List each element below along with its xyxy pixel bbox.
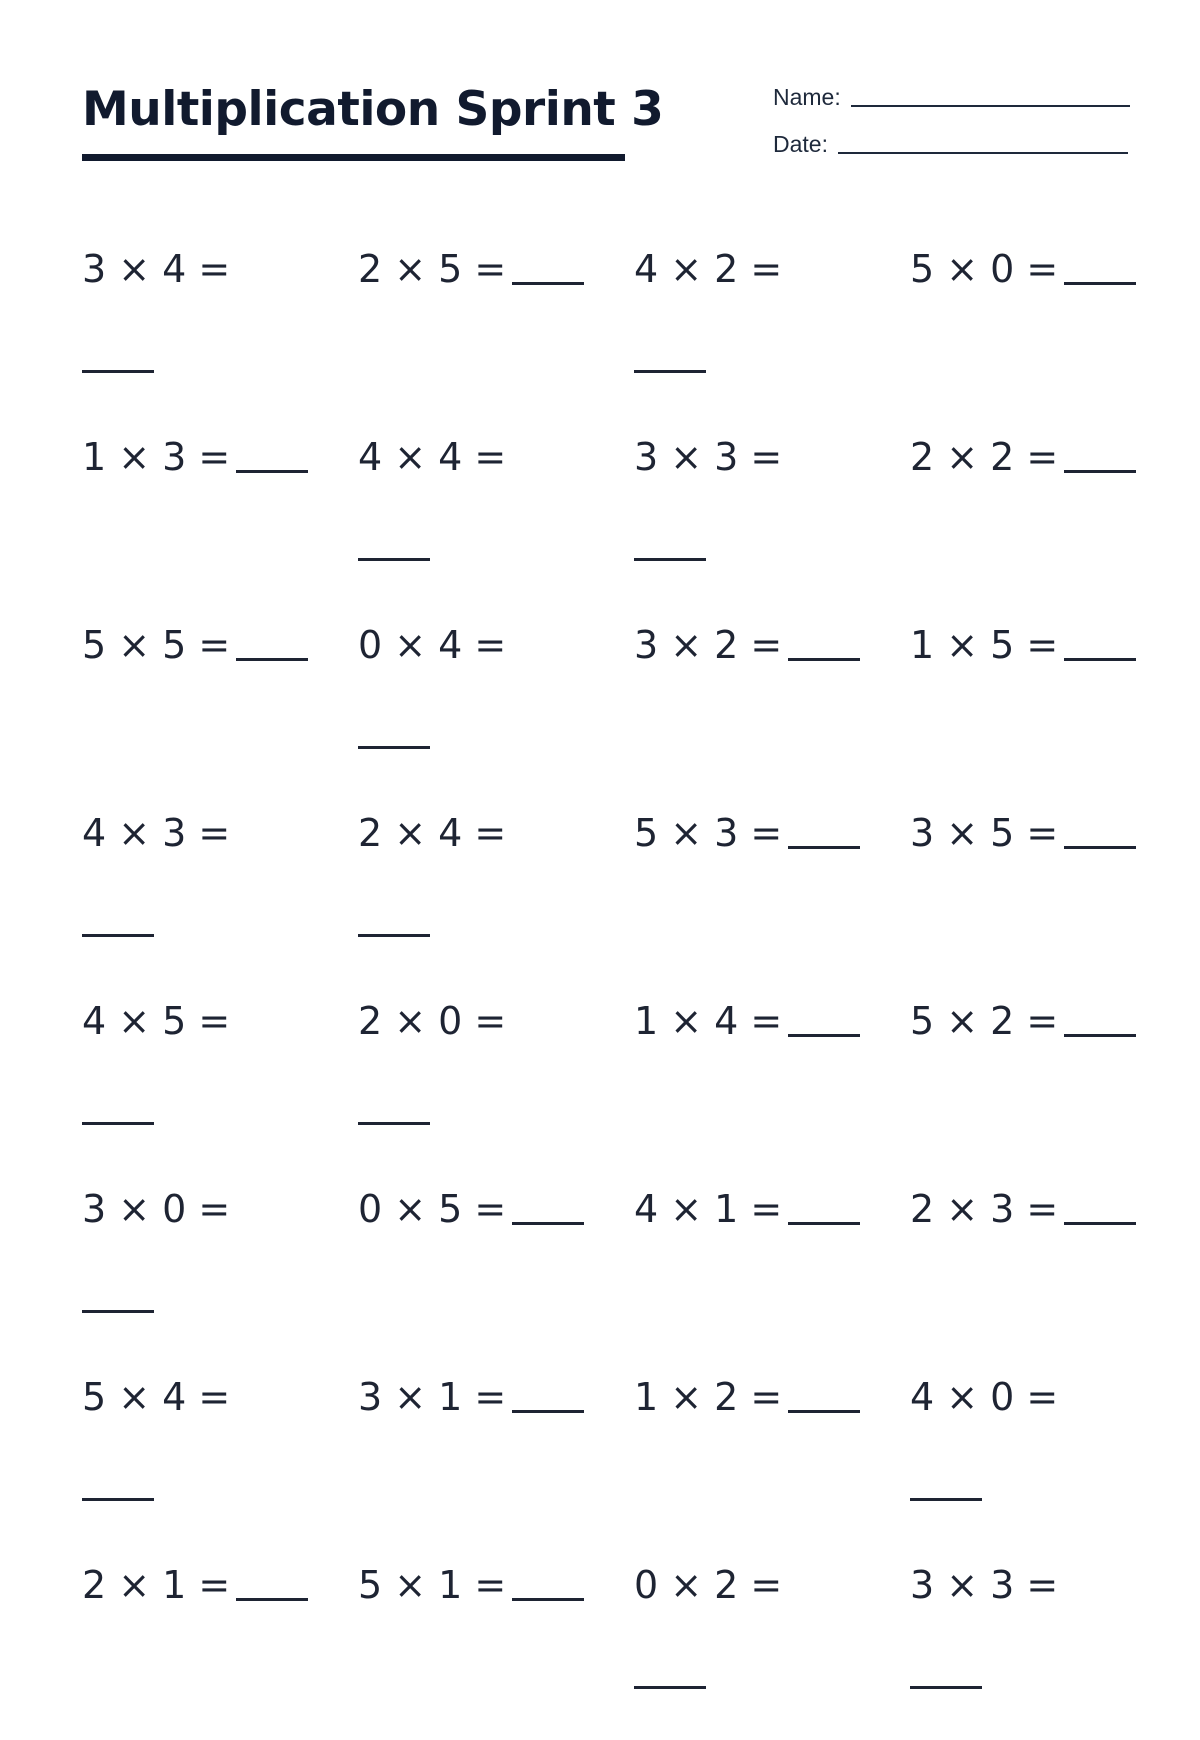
problem-item [634,988,910,1176]
problem-expression: 5 × 1 = [358,1563,507,1607]
problem-item [82,988,358,1176]
problem-item [82,800,358,988]
problem-expression: 2 × 1 = [82,1563,231,1607]
problem-expression: 1 × 4 = [634,999,783,1043]
problem-item [634,1176,910,1364]
problem-item [82,612,358,800]
problem-expression: 3 × 3 = [910,1563,1059,1607]
problem-item [358,800,634,988]
answer-blank[interactable] [1064,236,1136,285]
problem-expression: 3 × 5 = [910,811,1059,855]
problem-item [910,800,1154,988]
problem-expression: 4 × 3 = [82,811,231,855]
problem-expression: 3 × 4 = [82,247,231,291]
answer-blank[interactable] [512,1364,584,1413]
problem-expression: 2 × 2 = [910,435,1059,479]
answer-blank[interactable] [82,370,154,373]
date-label: Date: [773,131,828,157]
title-underline [82,154,625,161]
problem-expression: 4 × 0 = [910,1375,1059,1419]
answer-blank[interactable] [1064,800,1136,849]
problem-grid [82,236,1154,1740]
page-title: Multiplication Sprint 3 [82,82,664,137]
problem-item [634,1364,910,1552]
answer-blank[interactable] [788,800,860,849]
problem-expression: 4 × 4 = [358,435,507,479]
problem-expression: 2 × 0 = [358,999,507,1043]
answer-blank[interactable] [512,236,584,285]
problem-expression: 4 × 2 = [634,247,783,291]
problem-expression: 4 × 1 = [634,1187,783,1231]
problem-item [358,424,634,612]
problem-expression: 3 × 2 = [634,623,783,667]
answer-blank[interactable] [82,1122,154,1125]
problem-item [358,236,634,424]
answer-blank[interactable] [82,934,154,937]
problem-expression: 1 × 3 = [82,435,231,479]
answer-blank[interactable] [634,558,706,561]
name-blank-line[interactable] [851,105,1130,107]
problem-item [82,1364,358,1552]
problem-item [910,1364,1154,1552]
problem-expression: 3 × 1 = [358,1375,507,1419]
answer-blank[interactable] [512,1176,584,1225]
problem-expression: 1 × 5 = [910,623,1059,667]
answer-blank[interactable] [910,1686,982,1689]
problem-item [634,424,910,612]
answer-blank[interactable] [358,1122,430,1125]
problem-item [634,800,910,988]
answer-blank[interactable] [82,1310,154,1313]
answer-blank[interactable] [1064,1176,1136,1225]
answer-blank[interactable] [236,424,308,473]
answer-blank[interactable] [358,746,430,749]
problem-item [910,1176,1154,1364]
problem-expression: 5 × 2 = [910,999,1059,1043]
answer-blank[interactable] [358,934,430,937]
problem-item [910,612,1154,800]
problem-expression: 0 × 4 = [358,623,507,667]
problem-item [910,236,1154,424]
date-field[interactable] [773,129,1133,159]
answer-blank[interactable] [788,1176,860,1225]
answer-blank[interactable] [358,558,430,561]
problem-item [910,988,1154,1176]
problem-expression: 5 × 4 = [82,1375,231,1419]
worksheet-header [0,0,1200,200]
answer-blank[interactable] [910,1498,982,1501]
problem-item [358,1176,634,1364]
problem-expression: 3 × 0 = [82,1187,231,1231]
problem-expression: 0 × 5 = [358,1187,507,1231]
problem-item [358,612,634,800]
problem-item [82,424,358,612]
problem-expression: 2 × 5 = [358,247,507,291]
problem-item [358,1364,634,1552]
problem-expression: 5 × 5 = [82,623,231,667]
problem-expression: 4 × 5 = [82,999,231,1043]
problem-item [634,612,910,800]
answer-blank[interactable] [788,612,860,661]
problem-item [910,424,1154,612]
problem-item [634,1552,910,1740]
problem-item [82,1176,358,1364]
answer-blank[interactable] [634,1686,706,1689]
problem-expression: 5 × 0 = [910,247,1059,291]
problem-item [82,236,358,424]
answer-blank[interactable] [788,1364,860,1413]
answer-blank[interactable] [788,988,860,1037]
problem-item [358,988,634,1176]
problem-item [82,1552,358,1740]
problem-expression: 0 × 2 = [634,1563,783,1607]
answer-blank[interactable] [1064,612,1136,661]
problem-expression: 2 × 3 = [910,1187,1059,1231]
answer-blank[interactable] [634,370,706,373]
problem-expression: 5 × 3 = [634,811,783,855]
answer-blank[interactable] [1064,424,1136,473]
name-field[interactable] [773,82,1133,112]
problem-item [358,1552,634,1740]
answer-blank[interactable] [236,1552,308,1601]
problem-item [910,1552,1154,1740]
problem-expression: 2 × 4 = [358,811,507,855]
problem-item [634,236,910,424]
answer-blank[interactable] [512,1552,584,1601]
problem-expression: 1 × 2 = [634,1375,783,1419]
answer-blank[interactable] [1064,988,1136,1037]
name-label: Name: [773,84,841,110]
problem-expression: 3 × 3 = [634,435,783,479]
date-blank-line[interactable] [838,152,1128,154]
answer-blank[interactable] [82,1498,154,1501]
answer-blank[interactable] [236,612,308,661]
